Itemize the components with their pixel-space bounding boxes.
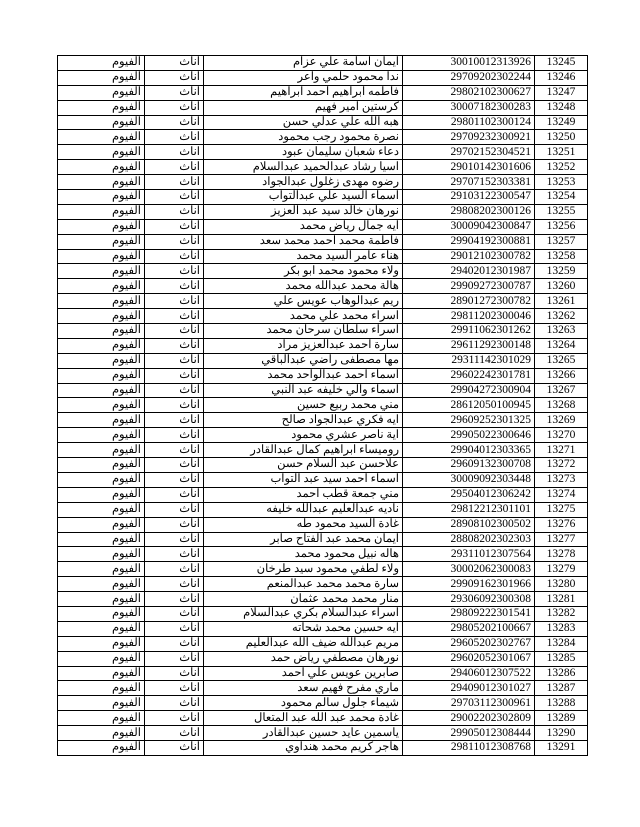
name-cell: صابرين عويس علي احمد — [204, 666, 403, 681]
national-id-cell: 29802102300627 — [403, 85, 535, 100]
gender-cell: اناث — [145, 249, 204, 264]
governorate-cell: الفيوم — [58, 696, 145, 711]
name-cell: ايه فكري عبدالجواد صالح — [204, 413, 403, 428]
national-id-cell: 30010012313926 — [403, 56, 535, 71]
name-cell: هالة محمد عبدالله محمد — [204, 279, 403, 294]
serial-number-cell: 13245 — [535, 56, 588, 71]
table-row — [58, 666, 588, 681]
name-cell: ايه جمال رياض محمد — [204, 219, 403, 234]
gender-cell: اناث — [145, 413, 204, 428]
serial-number-cell: 13279 — [535, 562, 588, 577]
governorate-cell: الفيوم — [58, 115, 145, 130]
name-cell: ايمان محمد عبد الفتاح صابر — [204, 532, 403, 547]
name-cell: كرستين امير فهيم — [204, 100, 403, 115]
gender-cell: اناث — [145, 219, 204, 234]
serial-number-cell: 13262 — [535, 309, 588, 324]
governorate-cell: الفيوم — [58, 413, 145, 428]
national-id-cell: 29406012307522 — [403, 666, 535, 681]
gender-cell: اناث — [145, 338, 204, 353]
national-id-cell: 29605202302767 — [403, 636, 535, 651]
gender-cell: اناث — [145, 383, 204, 398]
table-row — [58, 651, 588, 666]
serial-number-cell: 13264 — [535, 338, 588, 353]
governorate-cell: الفيوم — [58, 592, 145, 607]
governorate-cell: الفيوم — [58, 175, 145, 190]
gender-cell: اناث — [145, 309, 204, 324]
national-id-cell: 29010142301606 — [403, 160, 535, 175]
national-id-cell: 28612050100945 — [403, 398, 535, 413]
serial-number-cell: 13254 — [535, 190, 588, 205]
name-cell: فاطمه ابراهيم احمد ابراهيم — [204, 85, 403, 100]
national-id-cell: 29709232300921 — [403, 130, 535, 145]
serial-number-cell: 13270 — [535, 428, 588, 443]
table-row — [58, 309, 588, 324]
serial-number-cell: 13284 — [535, 636, 588, 651]
governorate-cell: الفيوم — [58, 502, 145, 517]
national-id-cell: 28901272300782 — [403, 294, 535, 309]
name-cell: ندا محمود حلمي واعر — [204, 70, 403, 85]
name-cell: علاحسن عبد السلام حسن — [204, 458, 403, 473]
governorate-cell: الفيوم — [58, 740, 145, 755]
serial-number-cell: 13290 — [535, 726, 588, 741]
governorate-cell: الفيوم — [58, 190, 145, 205]
name-cell: ولاء لطفي محمود سيد طرخان — [204, 562, 403, 577]
serial-number-cell: 13287 — [535, 681, 588, 696]
governorate-cell: الفيوم — [58, 204, 145, 219]
table-row — [58, 636, 588, 651]
table-row — [58, 338, 588, 353]
governorate-cell: الفيوم — [58, 547, 145, 562]
table-row — [58, 428, 588, 443]
table-row — [58, 324, 588, 339]
national-id-cell: 29805202100667 — [403, 621, 535, 636]
governorate-cell: الفيوم — [58, 145, 145, 160]
serial-number-cell: 13246 — [535, 70, 588, 85]
gender-cell: اناث — [145, 294, 204, 309]
national-id-cell: 29909272300787 — [403, 279, 535, 294]
gender-cell: اناث — [145, 651, 204, 666]
serial-number-cell: 13252 — [535, 160, 588, 175]
serial-number-cell: 13249 — [535, 115, 588, 130]
gender-cell: اناث — [145, 130, 204, 145]
table-row — [58, 219, 588, 234]
national-id-cell: 29609252301325 — [403, 413, 535, 428]
table-row — [58, 70, 588, 85]
name-cell: ايمان اسامة علي عزام — [204, 56, 403, 71]
governorate-cell: الفيوم — [58, 70, 145, 85]
gender-cell: اناث — [145, 100, 204, 115]
serial-number-cell: 13285 — [535, 651, 588, 666]
table-row — [58, 353, 588, 368]
name-cell: اسيا رشاد عبدالحميد عبدالسلام — [204, 160, 403, 175]
national-id-cell: 29709202302244 — [403, 70, 535, 85]
governorate-cell: الفيوم — [58, 234, 145, 249]
table-row — [58, 606, 588, 621]
records-table-body — [58, 56, 588, 756]
governorate-cell: الفيوم — [58, 577, 145, 592]
name-cell: اسماء السيد علي عبدالتواب — [204, 190, 403, 205]
governorate-cell: الفيوم — [58, 368, 145, 383]
name-cell: روميساء ابراهيم كمال عبدالقادر — [204, 443, 403, 458]
national-id-cell: 29811012308768 — [403, 740, 535, 755]
gender-cell: اناث — [145, 204, 204, 219]
national-id-cell: 30009092303448 — [403, 472, 535, 487]
table-row — [58, 592, 588, 607]
table-row — [58, 740, 588, 755]
national-id-cell: 29703112300961 — [403, 696, 535, 711]
serial-number-cell: 13281 — [535, 592, 588, 607]
gender-cell: اناث — [145, 443, 204, 458]
gender-cell: اناث — [145, 264, 204, 279]
serial-number-cell: 13276 — [535, 517, 588, 532]
gender-cell: اناث — [145, 532, 204, 547]
governorate-cell: الفيوم — [58, 487, 145, 502]
gender-cell: اناث — [145, 234, 204, 249]
governorate-cell: الفيوم — [58, 264, 145, 279]
governorate-cell: الفيوم — [58, 458, 145, 473]
national-id-cell: 29002202302809 — [403, 711, 535, 726]
name-cell: مني محمد ربيع حسين — [204, 398, 403, 413]
name-cell: اسراء محمد علي محمد — [204, 309, 403, 324]
table-row — [58, 264, 588, 279]
governorate-cell: الفيوم — [58, 85, 145, 100]
governorate-cell: الفيوم — [58, 621, 145, 636]
serial-number-cell: 13261 — [535, 294, 588, 309]
serial-number-cell: 13277 — [535, 532, 588, 547]
name-cell: رضوه مهدى زغلول عبدالجواد — [204, 175, 403, 190]
national-id-cell: 29904272300904 — [403, 383, 535, 398]
name-cell: نورهان خالد سيد عبد العزيز — [204, 204, 403, 219]
gender-cell: اناث — [145, 681, 204, 696]
gender-cell: اناث — [145, 398, 204, 413]
serial-number-cell: 13250 — [535, 130, 588, 145]
national-id-cell: 29808202300126 — [403, 204, 535, 219]
name-cell: غادة السيد محمود طه — [204, 517, 403, 532]
name-cell: سارة احمد عبدالعزيز مراد — [204, 338, 403, 353]
national-id-cell: 29611292300148 — [403, 338, 535, 353]
serial-number-cell: 13272 — [535, 458, 588, 473]
governorate-cell: الفيوم — [58, 56, 145, 71]
gender-cell: اناث — [145, 85, 204, 100]
national-id-cell: 29702152304521 — [403, 145, 535, 160]
table-row — [58, 726, 588, 741]
name-cell: نورهان مصطفي رياض حمد — [204, 651, 403, 666]
name-cell: مني جمعة قطب احمد — [204, 487, 403, 502]
gender-cell: اناث — [145, 592, 204, 607]
table-row — [58, 56, 588, 71]
national-id-cell: 29904012303365 — [403, 443, 535, 458]
table-row — [58, 517, 588, 532]
gender-cell: اناث — [145, 711, 204, 726]
governorate-cell: الفيوم — [58, 353, 145, 368]
table-row — [58, 368, 588, 383]
records-table — [57, 55, 588, 756]
governorate-cell: الفيوم — [58, 472, 145, 487]
governorate-cell: الفيوم — [58, 279, 145, 294]
name-cell: ريم عبدالوهاب عويس علي — [204, 294, 403, 309]
name-cell: مريم عبدالله ضيف الله عبدالعليم — [204, 636, 403, 651]
national-id-cell: 29103122300547 — [403, 190, 535, 205]
governorate-cell: الفيوم — [58, 294, 145, 309]
governorate-cell: الفيوم — [58, 160, 145, 175]
gender-cell: اناث — [145, 56, 204, 71]
serial-number-cell: 13251 — [535, 145, 588, 160]
gender-cell: اناث — [145, 517, 204, 532]
governorate-cell: الفيوم — [58, 324, 145, 339]
serial-number-cell: 13273 — [535, 472, 588, 487]
serial-number-cell: 13259 — [535, 264, 588, 279]
gender-cell: اناث — [145, 621, 204, 636]
governorate-cell: الفيوم — [58, 666, 145, 681]
table-row — [58, 681, 588, 696]
serial-number-cell: 13283 — [535, 621, 588, 636]
serial-number-cell: 13291 — [535, 740, 588, 755]
name-cell: دعاء شعبان سليمان عبود — [204, 145, 403, 160]
table-row — [58, 547, 588, 562]
table-row — [58, 532, 588, 547]
gender-cell: اناث — [145, 115, 204, 130]
governorate-cell: الفيوم — [58, 428, 145, 443]
table-row — [58, 413, 588, 428]
governorate-cell: الفيوم — [58, 219, 145, 234]
name-cell: ايه حسين محمد شحاته — [204, 621, 403, 636]
national-id-cell: 29809222301541 — [403, 606, 535, 621]
serial-number-cell: 13267 — [535, 383, 588, 398]
serial-number-cell: 13260 — [535, 279, 588, 294]
national-id-cell: 30002062300083 — [403, 562, 535, 577]
table-row — [58, 85, 588, 100]
table-row — [58, 577, 588, 592]
gender-cell: اناث — [145, 472, 204, 487]
table-row — [58, 145, 588, 160]
serial-number-cell: 13278 — [535, 547, 588, 562]
national-id-cell: 29904192300881 — [403, 234, 535, 249]
national-id-cell: 29012102300782 — [403, 249, 535, 264]
gender-cell: اناث — [145, 487, 204, 502]
table-row — [58, 204, 588, 219]
serial-number-cell: 13289 — [535, 711, 588, 726]
table-row — [58, 398, 588, 413]
serial-number-cell: 13268 — [535, 398, 588, 413]
table-row — [58, 458, 588, 473]
gender-cell: اناث — [145, 502, 204, 517]
governorate-cell: الفيوم — [58, 711, 145, 726]
governorate-cell: الفيوم — [58, 726, 145, 741]
gender-cell: اناث — [145, 636, 204, 651]
name-cell: ياسمين عايد حسين عبدالقادر — [204, 726, 403, 741]
gender-cell: اناث — [145, 190, 204, 205]
serial-number-cell: 13282 — [535, 606, 588, 621]
governorate-cell: الفيوم — [58, 398, 145, 413]
national-id-cell: 29909162301966 — [403, 577, 535, 592]
name-cell: ماري مفرح فهيم سعد — [204, 681, 403, 696]
serial-number-cell: 13248 — [535, 100, 588, 115]
gender-cell: اناث — [145, 577, 204, 592]
name-cell: فاطمة محمد احمد محمد سعد — [204, 234, 403, 249]
name-cell: سارة محمد محمد عبدالمنعم — [204, 577, 403, 592]
gender-cell: اناث — [145, 562, 204, 577]
name-cell: شيماء جلول سالم محمود — [204, 696, 403, 711]
governorate-cell: الفيوم — [58, 681, 145, 696]
table-row — [58, 696, 588, 711]
serial-number-cell: 13275 — [535, 502, 588, 517]
table-row — [58, 487, 588, 502]
serial-number-cell: 13255 — [535, 204, 588, 219]
table-row — [58, 621, 588, 636]
governorate-cell: الفيوم — [58, 636, 145, 651]
national-id-cell: 28808202302303 — [403, 532, 535, 547]
table-row — [58, 383, 588, 398]
national-id-cell: 30009042300847 — [403, 219, 535, 234]
serial-number-cell: 13256 — [535, 219, 588, 234]
gender-cell: اناث — [145, 547, 204, 562]
gender-cell: اناث — [145, 145, 204, 160]
gender-cell: اناث — [145, 324, 204, 339]
name-cell: منار محمد محمد عثمان — [204, 592, 403, 607]
serial-number-cell: 13257 — [535, 234, 588, 249]
name-cell: هاله نبيل محمود محمد — [204, 547, 403, 562]
name-cell: اسماء احمد سيد عبد التواب — [204, 472, 403, 487]
name-cell: غادة محمد عبد الله عبد المتعال — [204, 711, 403, 726]
table-row — [58, 279, 588, 294]
name-cell: نصرة محمود رجب محمود — [204, 130, 403, 145]
gender-cell: اناث — [145, 726, 204, 741]
table-row — [58, 443, 588, 458]
national-id-cell: 29801102300124 — [403, 115, 535, 130]
gender-cell: اناث — [145, 740, 204, 755]
national-id-cell: 29311012307564 — [403, 547, 535, 562]
national-id-cell: 29311142301029 — [403, 353, 535, 368]
national-id-cell: 30007182300283 — [403, 100, 535, 115]
name-cell: مها مصطفى راضي عبدالباقي — [204, 353, 403, 368]
table-row — [58, 190, 588, 205]
national-id-cell: 29609132300708 — [403, 458, 535, 473]
name-cell: اسماء والي خليفه عبد النبي — [204, 383, 403, 398]
serial-number-cell: 13280 — [535, 577, 588, 592]
gender-cell: اناث — [145, 696, 204, 711]
national-id-cell: 29402012301987 — [403, 264, 535, 279]
governorate-cell: الفيوم — [58, 443, 145, 458]
gender-cell: اناث — [145, 666, 204, 681]
serial-number-cell: 13263 — [535, 324, 588, 339]
serial-number-cell: 13247 — [535, 85, 588, 100]
national-id-cell: 29905012308444 — [403, 726, 535, 741]
table-row — [58, 562, 588, 577]
table-row — [58, 115, 588, 130]
name-cell: اسماء احمد عبدالواحد محمد — [204, 368, 403, 383]
gender-cell: اناث — [145, 368, 204, 383]
governorate-cell: الفيوم — [58, 100, 145, 115]
national-id-cell: 29911062301262 — [403, 324, 535, 339]
gender-cell: اناث — [145, 458, 204, 473]
governorate-cell: الفيوم — [58, 338, 145, 353]
national-id-cell: 29409012301027 — [403, 681, 535, 696]
name-cell: هاجر كريم محمد هنداوي — [204, 740, 403, 755]
national-id-cell: 28908102300502 — [403, 517, 535, 532]
national-id-cell: 29812212301101 — [403, 502, 535, 517]
governorate-cell: الفيوم — [58, 383, 145, 398]
national-id-cell: 29602242301781 — [403, 368, 535, 383]
gender-cell: اناث — [145, 428, 204, 443]
governorate-cell: الفيوم — [58, 130, 145, 145]
national-id-cell: 29905022300646 — [403, 428, 535, 443]
gender-cell: اناث — [145, 175, 204, 190]
table-row — [58, 130, 588, 145]
serial-number-cell: 13253 — [535, 175, 588, 190]
governorate-cell: الفيوم — [58, 249, 145, 264]
gender-cell: اناث — [145, 160, 204, 175]
table-row — [58, 249, 588, 264]
serial-number-cell: 13274 — [535, 487, 588, 502]
table-row — [58, 472, 588, 487]
national-id-cell: 29707152303381 — [403, 175, 535, 190]
serial-number-cell: 13258 — [535, 249, 588, 264]
table-row — [58, 502, 588, 517]
table-row — [58, 234, 588, 249]
table-row — [58, 711, 588, 726]
serial-number-cell: 13271 — [535, 443, 588, 458]
table-row — [58, 294, 588, 309]
serial-number-cell: 13286 — [535, 666, 588, 681]
gender-cell: اناث — [145, 70, 204, 85]
national-id-cell: 29811202300046 — [403, 309, 535, 324]
serial-number-cell: 13269 — [535, 413, 588, 428]
gender-cell: اناث — [145, 353, 204, 368]
name-cell: هبه الله علي عدلي حسن — [204, 115, 403, 130]
name-cell: اية ناصر عشري محمود — [204, 428, 403, 443]
name-cell: هناء عامر السيد محمد — [204, 249, 403, 264]
governorate-cell: الفيوم — [58, 606, 145, 621]
governorate-cell: الفيوم — [58, 517, 145, 532]
governorate-cell: الفيوم — [58, 532, 145, 547]
national-id-cell: 29602052301067 — [403, 651, 535, 666]
table-row — [58, 160, 588, 175]
governorate-cell: الفيوم — [58, 562, 145, 577]
name-cell: ولاء محمود محمد ابو بكر — [204, 264, 403, 279]
table-row — [58, 175, 588, 190]
name-cell: اسراء عبدالسلام بكري عبدالسلام — [204, 606, 403, 621]
governorate-cell: الفيوم — [58, 309, 145, 324]
gender-cell: اناث — [145, 606, 204, 621]
gender-cell: اناث — [145, 279, 204, 294]
serial-number-cell: 13266 — [535, 368, 588, 383]
name-cell: ناديه عبدالعليم عبدالله خليفه — [204, 502, 403, 517]
serial-number-cell: 13288 — [535, 696, 588, 711]
name-cell: اسراء سلطان سرحان محمد — [204, 324, 403, 339]
serial-number-cell: 13265 — [535, 353, 588, 368]
national-id-cell: 29504012306242 — [403, 487, 535, 502]
governorate-cell: الفيوم — [58, 651, 145, 666]
table-row — [58, 100, 588, 115]
national-id-cell: 29306092300308 — [403, 592, 535, 607]
